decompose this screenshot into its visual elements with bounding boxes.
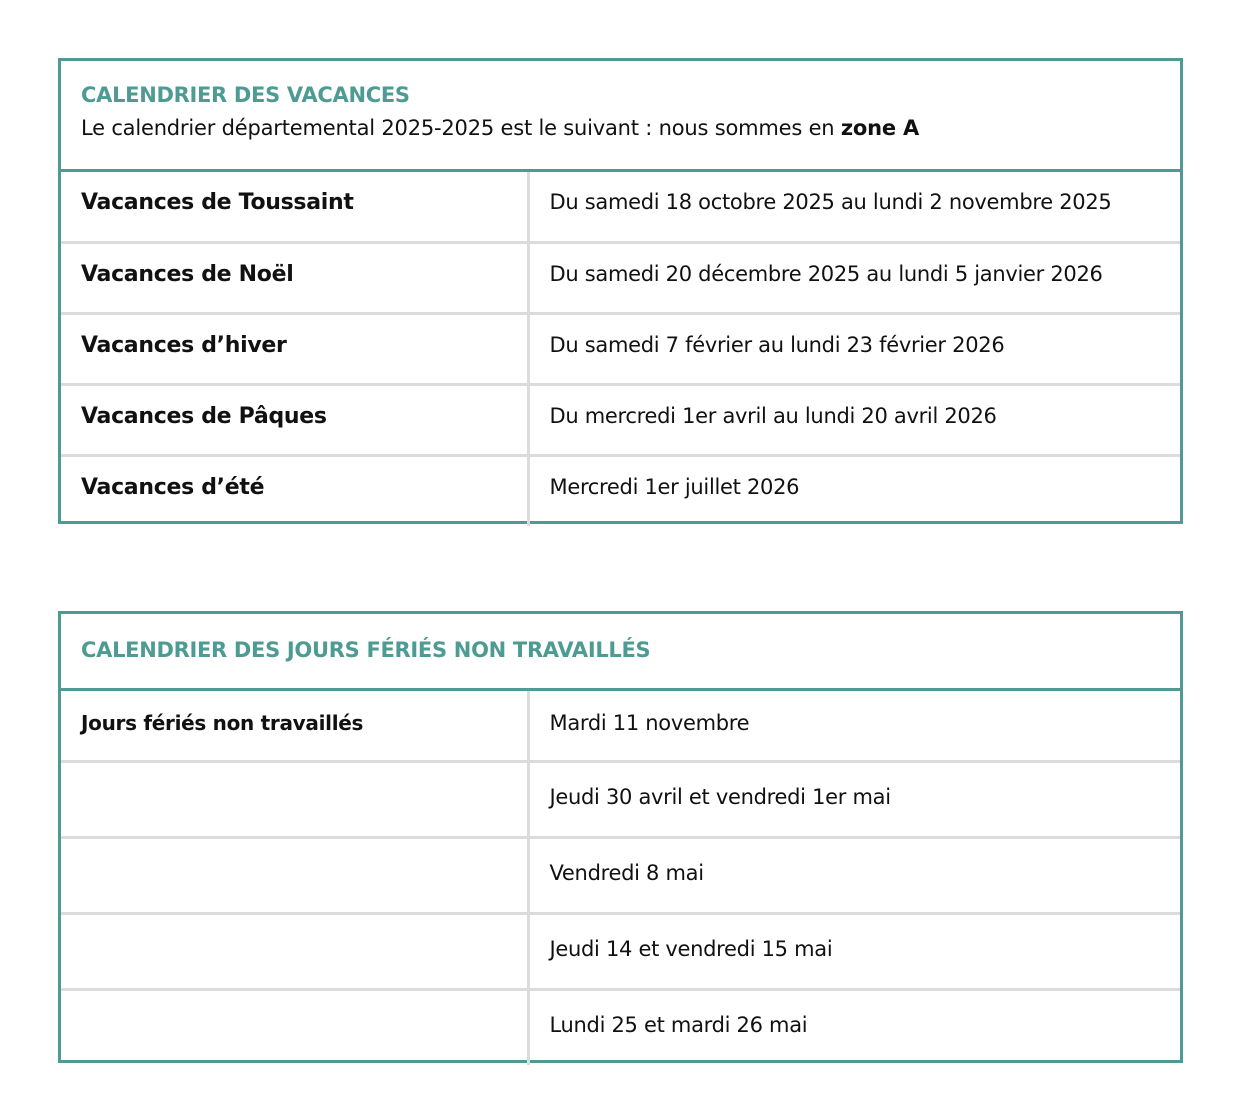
- row-label: Vacances d’été: [61, 455, 528, 526]
- row-value: Jeudi 14 et vendredi 15 mai: [528, 913, 1180, 989]
- row-label: Jours fériés non travaillés: [61, 691, 528, 761]
- table-row: [61, 989, 1180, 1065]
- table-row: [61, 242, 1180, 313]
- row-value: Lundi 25 et mardi 26 mai: [528, 989, 1180, 1065]
- row-value: Mercredi 1er juillet 2026: [528, 455, 1180, 526]
- feries-calendar-box: [58, 611, 1183, 1063]
- row-label: [61, 837, 528, 913]
- feries-header: [61, 614, 1180, 691]
- row-label: Vacances d’hiver: [61, 313, 528, 384]
- table-row: [61, 761, 1180, 837]
- row-label: [61, 761, 528, 837]
- row-value: Du samedi 20 décembre 2025 au lundi 5 janvier 2026: [528, 242, 1180, 313]
- zone-label: zone A: [840, 116, 920, 140]
- row-value: Vendredi 8 mai: [528, 837, 1180, 913]
- table-row: [61, 913, 1180, 989]
- vacances-title: CALENDRIER DES VACANCES: [81, 83, 410, 107]
- row-label: Vacances de Noël: [61, 242, 528, 313]
- row-value: Jeudi 30 avril et vendredi 1er mai: [528, 761, 1180, 837]
- table-row: [61, 313, 1180, 384]
- vacances-subtitle-text: Le calendrier départemental 2025-2025 est le suivant : nous sommes en: [81, 116, 841, 140]
- vacances-table: [61, 172, 1180, 526]
- table-row: [61, 837, 1180, 913]
- row-label: [61, 913, 528, 989]
- feries-title: CALENDRIER DES JOURS FÉRIÉS NON TRAVAILLÉS: [81, 638, 651, 662]
- vacances-header: [61, 61, 1180, 172]
- row-value: Mardi 11 novembre: [549, 711, 750, 735]
- table-row: [61, 384, 1180, 455]
- row-label: Vacances de Pâques: [61, 384, 528, 455]
- table-row: [61, 455, 1180, 526]
- row-value: Du samedi 18 octobre 2025 au lundi 2 novembre 2025: [549, 190, 1112, 214]
- row-value: Du samedi 7 février au lundi 23 février 2026: [528, 313, 1180, 384]
- vacances-calendar-box: [58, 58, 1183, 524]
- table-row: [61, 691, 1180, 761]
- row-label: Vacances de Toussaint: [61, 172, 528, 242]
- table-row: [61, 172, 1180, 242]
- feries-table: [61, 691, 1180, 1065]
- vacances-subtitle: [81, 112, 1180, 144]
- row-value: Du mercredi 1er avril au lundi 20 avril 2026: [528, 384, 1180, 455]
- row-label: [61, 989, 528, 1065]
